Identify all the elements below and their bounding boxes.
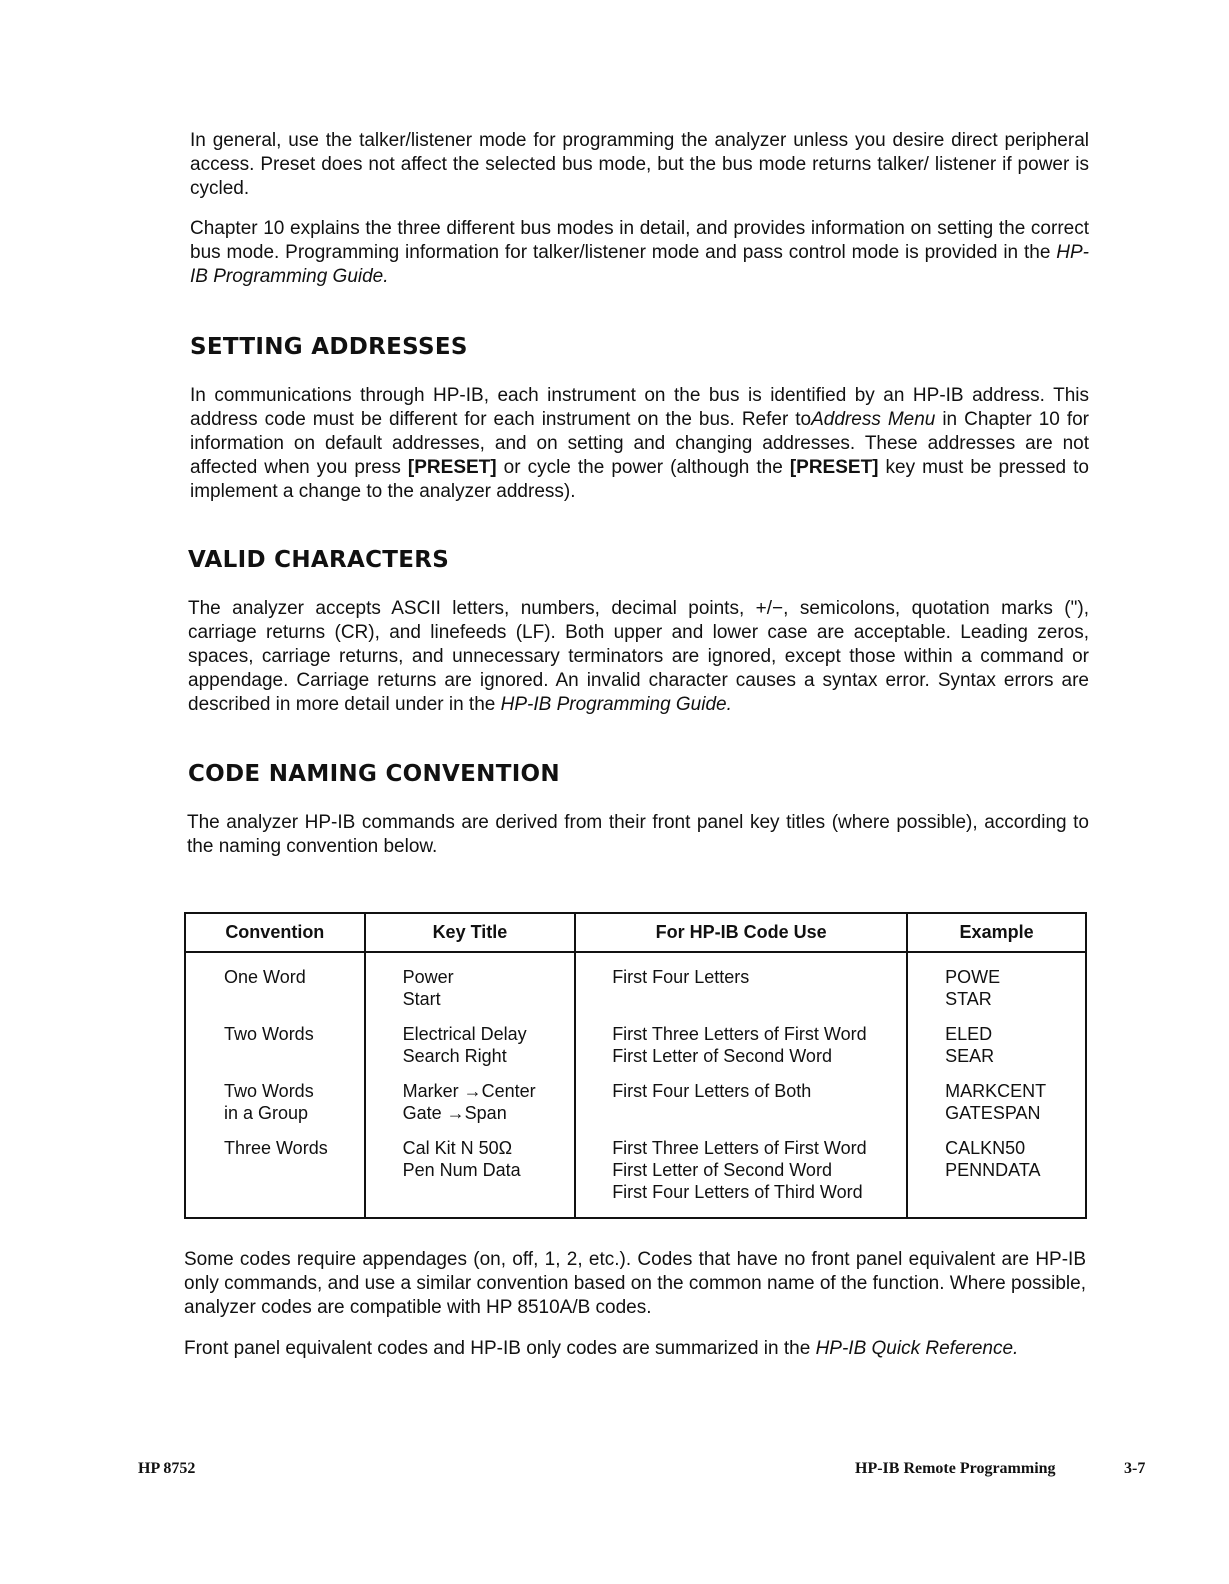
convention-group bbox=[186, 1137, 364, 1217]
code-use-cell: First Four Letters bbox=[612, 967, 750, 987]
footer-page-number: 3-7 bbox=[1124, 1460, 1146, 1477]
code-naming-heading: CODE NAMING CONVENTION bbox=[188, 761, 560, 787]
key-title-cell: Power bbox=[402, 967, 454, 987]
key-title-group bbox=[366, 966, 575, 1023]
address-menu-reference: Address Menu bbox=[811, 409, 936, 430]
quick-reference-link: HP-IB Quick Reference. bbox=[815, 1338, 1019, 1359]
key-title-cell: Start bbox=[402, 989, 441, 1009]
code-use-group bbox=[576, 1023, 906, 1080]
code-use-group bbox=[576, 1080, 906, 1137]
footer-chapter-title: HP-IB Remote Programming bbox=[855, 1460, 1056, 1477]
setting-addresses-paragraph: In communications through HP-IB, each instrument on the bus is identified by an HP-IB address. This address code must be different for each instrument on the bus. Refer toAddress Menu in Chapter 10 for information on default addresses, and on setting and changing addresses. These addresses are not affected when you press [PRESET] or cycle the power (although the [PRESET] key must be pressed to implement a change to the analyzer address). bbox=[190, 385, 1089, 502]
convention-cell: in a Group bbox=[224, 1103, 309, 1123]
header-convention: Convention bbox=[185, 913, 365, 952]
convention-group bbox=[186, 966, 364, 1023]
header-example: Example bbox=[907, 913, 1086, 952]
key-title-cell: Marker →Center bbox=[402, 1081, 536, 1101]
code-use-cell: First Four Letters of Both bbox=[612, 1081, 812, 1101]
code-use-group bbox=[576, 966, 906, 1023]
example-cell: PENNDATA bbox=[945, 1160, 1041, 1180]
example-cell: POWE bbox=[945, 967, 1001, 987]
example-cell: STAR bbox=[945, 989, 992, 1009]
convention-cell: One Word bbox=[224, 967, 306, 987]
code-use-cell: First Letter of Second Word bbox=[612, 1046, 832, 1066]
programming-guide-reference-2: HP-IB Programming Guide. bbox=[500, 694, 732, 715]
example-cell: MARKCENT bbox=[945, 1081, 1047, 1101]
quick-reference-paragraph: Front panel equivalent codes and HP-IB only codes are summarized in the HP-IB Quick Reference. bbox=[184, 1338, 1019, 1359]
programming-guide-reference: HP-IB Programming Guide. bbox=[190, 242, 1090, 287]
example-cell: SEAR bbox=[945, 1046, 995, 1066]
valid-characters-heading: VALID CHARACTERS bbox=[188, 547, 450, 573]
example-cell: GATESPAN bbox=[945, 1103, 1041, 1123]
convention-group bbox=[186, 1023, 364, 1080]
header-key-title: Key Title bbox=[365, 913, 576, 952]
table-row bbox=[185, 952, 1086, 1218]
intro-paragraph-2: Chapter 10 explains the three different bus modes in detail, and provides information on setting the correct bus mode. Programming information for talker/listener mode and pass control mode is provided in the HP-IB Programming Guide. bbox=[190, 218, 1090, 287]
example-cell: ELED bbox=[945, 1024, 993, 1044]
key-title-cell: Gate →Span bbox=[402, 1103, 507, 1123]
key-title-cell: Electrical Delay bbox=[402, 1024, 527, 1044]
key-title-cell: Cal Kit N 50Ω bbox=[402, 1138, 513, 1158]
footer-model: HP 8752 bbox=[138, 1460, 196, 1477]
key-title-group bbox=[366, 1137, 575, 1217]
example-group bbox=[908, 1137, 1085, 1217]
preset-key-2: [PRESET] bbox=[789, 457, 879, 478]
example-group bbox=[908, 966, 1085, 1023]
appendages-paragraph: Some codes require appendages (on, off, 1, 2, etc.). Codes that have no front panel equivalent are HP-IB only commands, and use a similar convention based on the common name of the function. Where possible, analyzer codes are compatible with HP 8510A/B codes. bbox=[184, 1249, 1086, 1318]
setting-addresses-heading: SETTING ADDRESSES bbox=[190, 334, 468, 360]
preset-key-1: [PRESET] bbox=[407, 457, 497, 478]
naming-convention-table bbox=[184, 912, 1087, 1219]
intro-paragraph-1: In general, use the talker/listener mode for programming the analyzer unless you desire direct peripheral access. Preset does not affect the selected bus mode, but the bus mode returns talker/ listener if power is cycled. bbox=[190, 130, 1089, 199]
example-group bbox=[908, 1080, 1085, 1137]
valid-characters-paragraph: The analyzer accepts ASCII letters, numbers, decimal points, +/−, semicolons, quotation marks ("), carriage returns (CR), and linefeeds (LF). Both upper and lower case are acceptable. Leading zeros, spaces, carriage returns, and unnecessary terminators are ignored, except those within a command or appendage. Carriage returns are ignored. An invalid character causes a syntax error. Syntax errors are described in more detail under in the HP-IB Programming Guide. bbox=[188, 598, 1089, 715]
key-title-group bbox=[366, 1023, 575, 1080]
code-use-group bbox=[576, 1137, 906, 1217]
key-title-cell: Pen Num Data bbox=[402, 1160, 521, 1180]
code-use-cell: First Three Letters of First Word bbox=[612, 1138, 867, 1158]
code-use-cell: First Four Letters of Third Word bbox=[612, 1182, 863, 1202]
header-code-use: For HP-IB Code Use bbox=[575, 913, 907, 952]
table-header-row bbox=[185, 913, 1086, 952]
key-title-cell: Search Right bbox=[402, 1046, 507, 1066]
convention-cell: Three Words bbox=[224, 1138, 328, 1158]
key-title-group bbox=[366, 1080, 575, 1137]
code-use-cell: First Three Letters of First Word bbox=[612, 1024, 867, 1044]
example-group bbox=[908, 1023, 1085, 1080]
convention-cell: Two Words bbox=[224, 1024, 314, 1044]
code-use-cell: First Letter of Second Word bbox=[612, 1160, 832, 1180]
code-naming-intro: The analyzer HP-IB commands are derived from their front panel key titles (where possible), according to the naming convention below. bbox=[187, 812, 1089, 857]
convention-group bbox=[186, 1080, 364, 1137]
example-cell: CALKN50 bbox=[945, 1138, 1026, 1158]
convention-cell: Two Words bbox=[224, 1081, 314, 1101]
